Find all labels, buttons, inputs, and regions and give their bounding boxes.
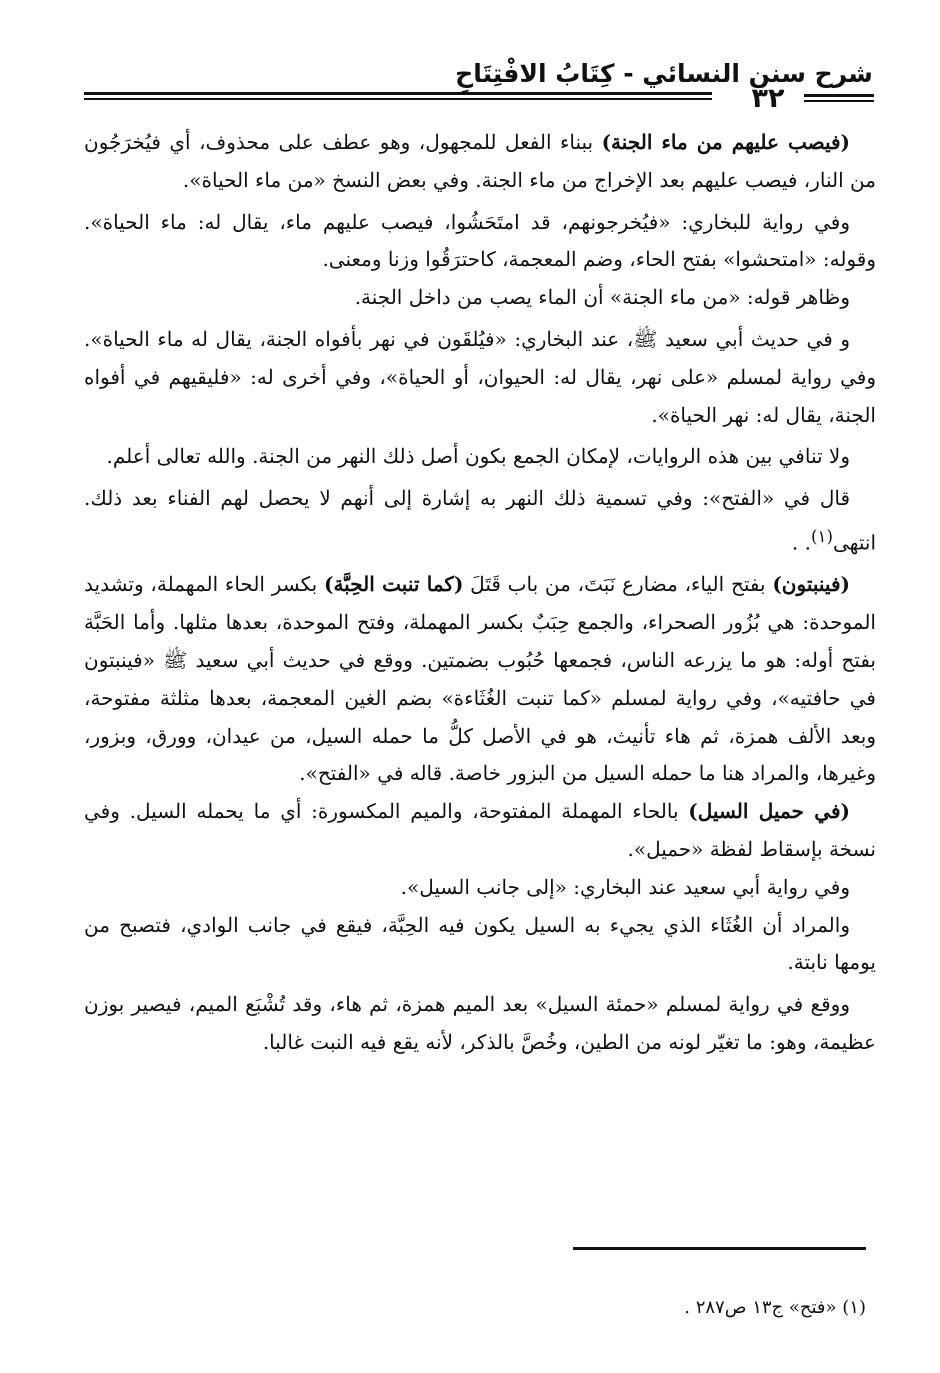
text-run: والمراد أن الغُثَاء الذي يجيء به السيل يكون فيه الحِبَّة، فيقع في جانب الوادي، فتصبح من يومها نابتة. <box>84 912 876 975</box>
page-number: ٣٢ <box>751 83 785 114</box>
header-rule-right <box>804 100 874 102</box>
text-run: . . <box>791 530 811 555</box>
footnote-separator <box>573 1247 866 1250</box>
quoted-phrase: (في حميل السيل) <box>688 799 850 824</box>
paragraph <box>84 907 876 983</box>
text-run: بالحاء المهملة المفتوحة، والميم المكسورة: أي ما يحمله السيل. وفي نسخة بإسقاط لفظة «حميل». <box>84 799 876 861</box>
paragraph <box>84 793 876 869</box>
header-rule-right <box>804 94 874 97</box>
text-run: ووقع في رواية لمسلم «حمئة السيل» بعد الميم همزة، ثم هاء، وقد تُشْبَع الميم، فيصير بوزن عظيمة، وهو: ما تغيّر لونه من الطين، وخُصَّ بالذكر، لأنه يقع فيه النبت غالبا. <box>84 992 876 1054</box>
text-run: وفي رواية للبخاري: «فيُخرجونهم، قد امتَحَشُوا، فيصب عليهم ماء، يقال له: ماء الحياة». وقوله: «امتحشوا» بفتح الحاء، وضم المعجمة، كاحترَقُوا وزنا ومعنى. <box>84 209 876 272</box>
body-text <box>84 124 876 1062</box>
text-run: وظاهر قوله: «من ماء الجنة» أن الماء يصب من داخل الجنة. <box>354 285 850 310</box>
paragraph <box>84 869 876 907</box>
text-run: بكسر الحاء المهملة، وتشديد الموحدة: هي بُزُور الصحراء، والجمع حِبَبٌ بكسر المهملة، وفتح الموحدة، بعدها مثلها. وأما الحَبَّة بفتح أوله: هو ما يزرعه الناس، فجمعها حُبُوب بضمتين. ووقع في حديث أبي سعيد ﷺ «فينبتون في حافتيه»، وفي رواية لمسلم «كما تنبت الغُثَاءة» بضم الغين المعجمة، بعدها مثلثة مفتوحة، وبعد الألف همزة، ثم هاء تأنيث، هو في الأصل كلُّ ما حمله السيل، من عيدان، وورق، وبزور، وغيرها، والمراد هنا ما حمله السيل من البزور خاصة. قاله في «الفتح». <box>84 572 876 786</box>
footnote: (١) «فتح» ج١٣ ص٢٨٧ . <box>684 1297 866 1318</box>
quoted-phrase: (فيصب عليهم من ماء الجنة) <box>601 130 850 154</box>
running-title: شرح سنن النسائي - كِتَابُ الافْتِتَاحِ <box>455 59 873 88</box>
paragraph <box>84 204 876 280</box>
paragraph <box>84 566 876 793</box>
text-run: ولا تنافي بين هذه الروايات، لإمكان الجمع بكون أصل ذلك النهر من الجنة. والله تعالى أعلم. <box>106 444 850 469</box>
header-rule-left <box>84 98 712 100</box>
paragraph <box>84 321 876 434</box>
quoted-phrase: (كما تنبت الحِبَّة) <box>324 572 464 597</box>
paragraph <box>84 480 876 562</box>
text-run: و في حديث أبي سعيد ﷺ، عند البخاري: «فيُلقَون في نهر بأفواه الجنة، يقال له ماء الحياة». وفي رواية لمسلم «على نهر، يقال له: الحيوان، أو الحياة»، وفي أخرى له: «فليقيهم في أفواه الجنة، يقال له: نهر الحياة». <box>84 326 876 427</box>
page-header <box>84 56 874 116</box>
paragraph <box>84 124 876 200</box>
quoted-phrase: (فينبتون) <box>772 572 850 597</box>
paragraph <box>84 279 876 317</box>
text-run: قال في «الفتح»: وفي تسمية ذلك النهر به إشارة إلى أنهم لا يحصل لهم الفناء بعد ذلك. انتهى <box>84 486 876 555</box>
text-run: بفتح الياء، مضارع نَبَتَ، من باب قَتَلَ <box>463 572 773 597</box>
header-rule-left <box>84 92 712 95</box>
paragraph <box>84 438 876 476</box>
text-run: ببناء الفعل للمجهول، وهو عطف على محذوف، أي فيُخرَجُون من النار، فيصب عليهم بعد الإخراج من ماء الجنة. وفي بعض النسخ «من ماء الحياة». <box>84 130 876 192</box>
text-run: وفي رواية أبي سعيد عند البخاري: «إلى جانب السيل». <box>400 874 850 899</box>
footnote-marker[interactable]: (١) <box>811 526 833 546</box>
paragraph <box>84 986 876 1062</box>
